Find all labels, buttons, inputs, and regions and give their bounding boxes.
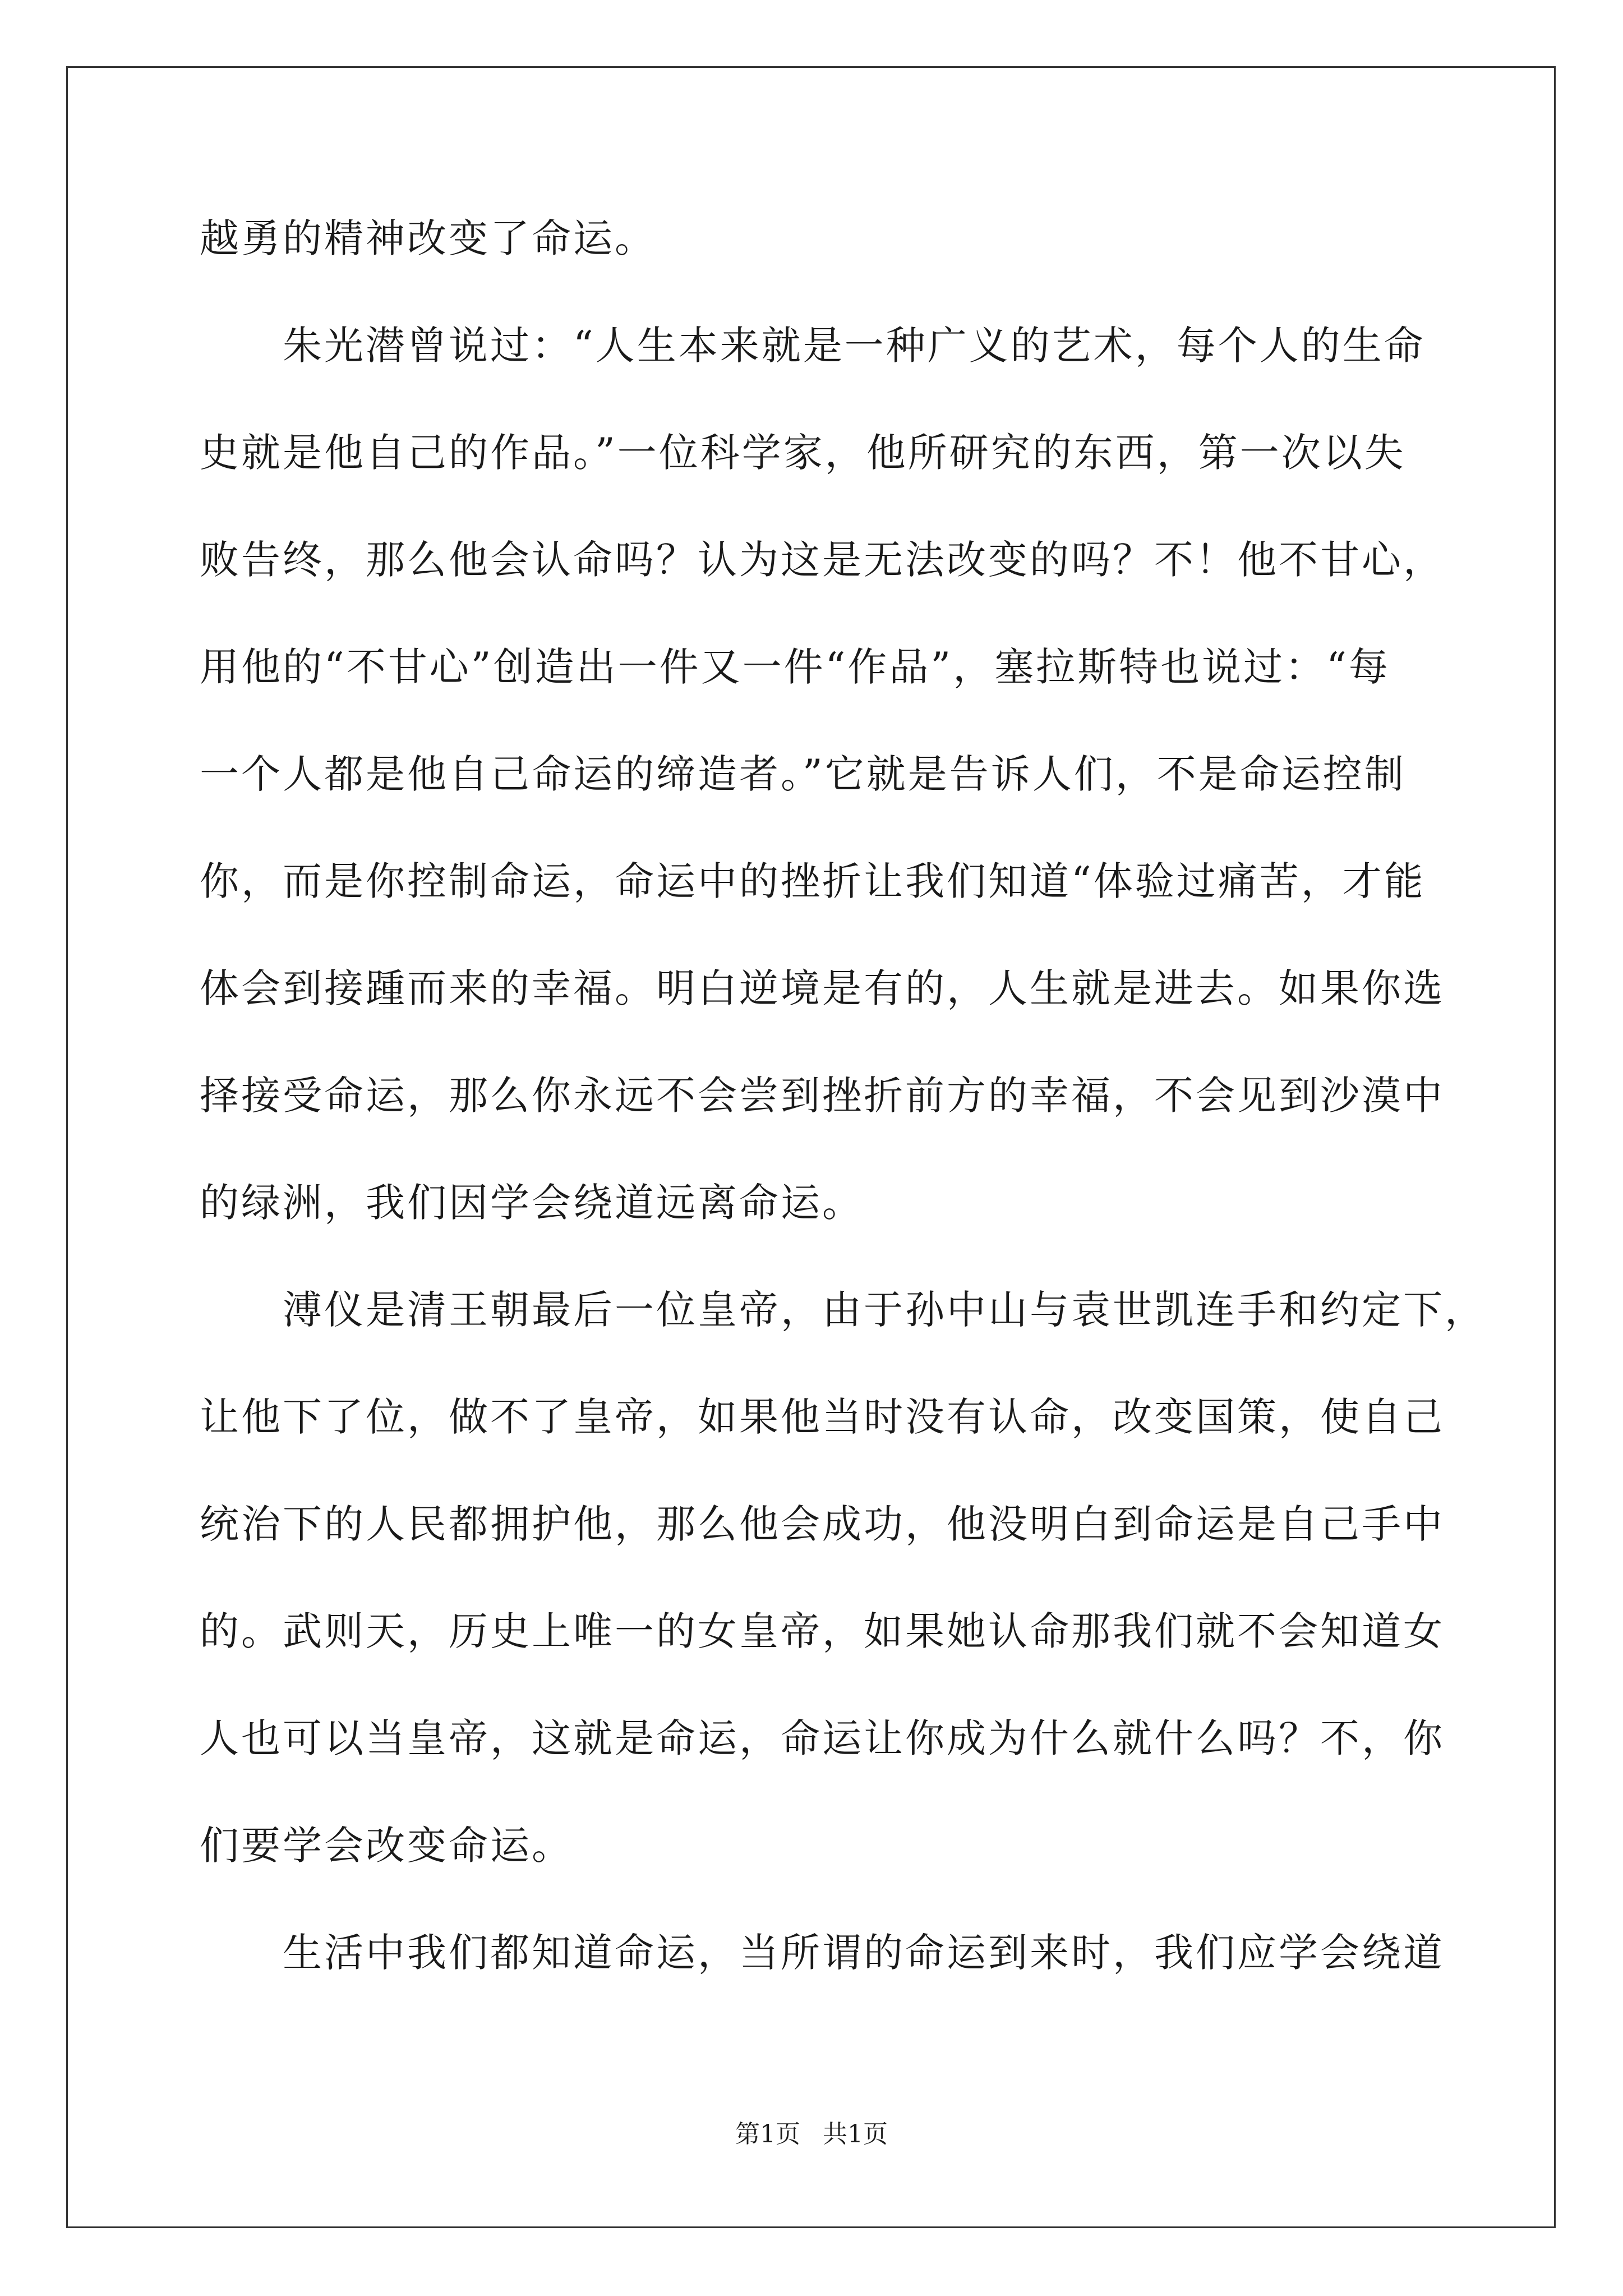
document-body: [200, 185, 1486, 2007]
text-line: 用他的“不甘心”创造出一件又一件“作品”，塞拉斯特也说过：“每: [200, 644, 1390, 690]
text-line: 你，而是你控制命运，命运中的挫折让我们知道“体验过痛苦，才能: [200, 858, 1426, 904]
text-line: 择接受命运，那么你永远不会尝到挫折前方的幸福，不会见到沙漠中: [200, 1073, 1445, 1119]
text-line: 的。武则天，历史上唯一的女皇帝，如果她认命那我们就不会知道女: [200, 1608, 1445, 1654]
text-line: 体会到接踵而来的幸福。明白逆境是有的，人生就是进去。如果你选: [200, 965, 1445, 1011]
text-line: 人也可以当皇帝，这就是命运，命运让你成为什么就什么吗？不，你: [200, 1715, 1445, 1761]
paragraph-start-line: 生活中我们都知道命运，当所谓的命运到来时，我们应学会绕道: [283, 1930, 1445, 1976]
text-line: 让他下了位，做不了皇帝，如果他当时没有认命，改变国策，使自己: [200, 1394, 1445, 1440]
text-line: 败告终，那么他会认命吗？认为这是无法改变的吗？不！他不甘心，: [200, 537, 1445, 583]
text-line: 们要学会改变命运。: [200, 1823, 573, 1869]
page-total: 共1页: [823, 2120, 888, 2148]
text-line: 的绿洲，我们因学会绕道远离命运。: [200, 1180, 864, 1226]
text-line: 一个人都是他自己命运的缔造者。”它就是告诉人们，不是命运控制: [200, 751, 1406, 797]
page-number: 第1页: [735, 2120, 800, 2148]
text-line: 统治下的人民都拥护他，那么他会成功，他没明白到命运是自己手中: [200, 1501, 1445, 1547]
paragraph-start-line: 溥仪是清王朝最后一位皇帝，由于孙中山与袁世凯连手和约定下，: [283, 1287, 1486, 1333]
paragraph-start-line: 朱光潜曾说过：“人生本来就是一种广义的艺术，每个人的生命: [283, 323, 1426, 369]
page-footer: [0, 2118, 1623, 2151]
text-line: 史就是他自己的作品。”一位科学家，他所研究的东西，第一次以失: [200, 430, 1406, 476]
text-line: 越勇的精神改变了命运。: [200, 215, 656, 261]
